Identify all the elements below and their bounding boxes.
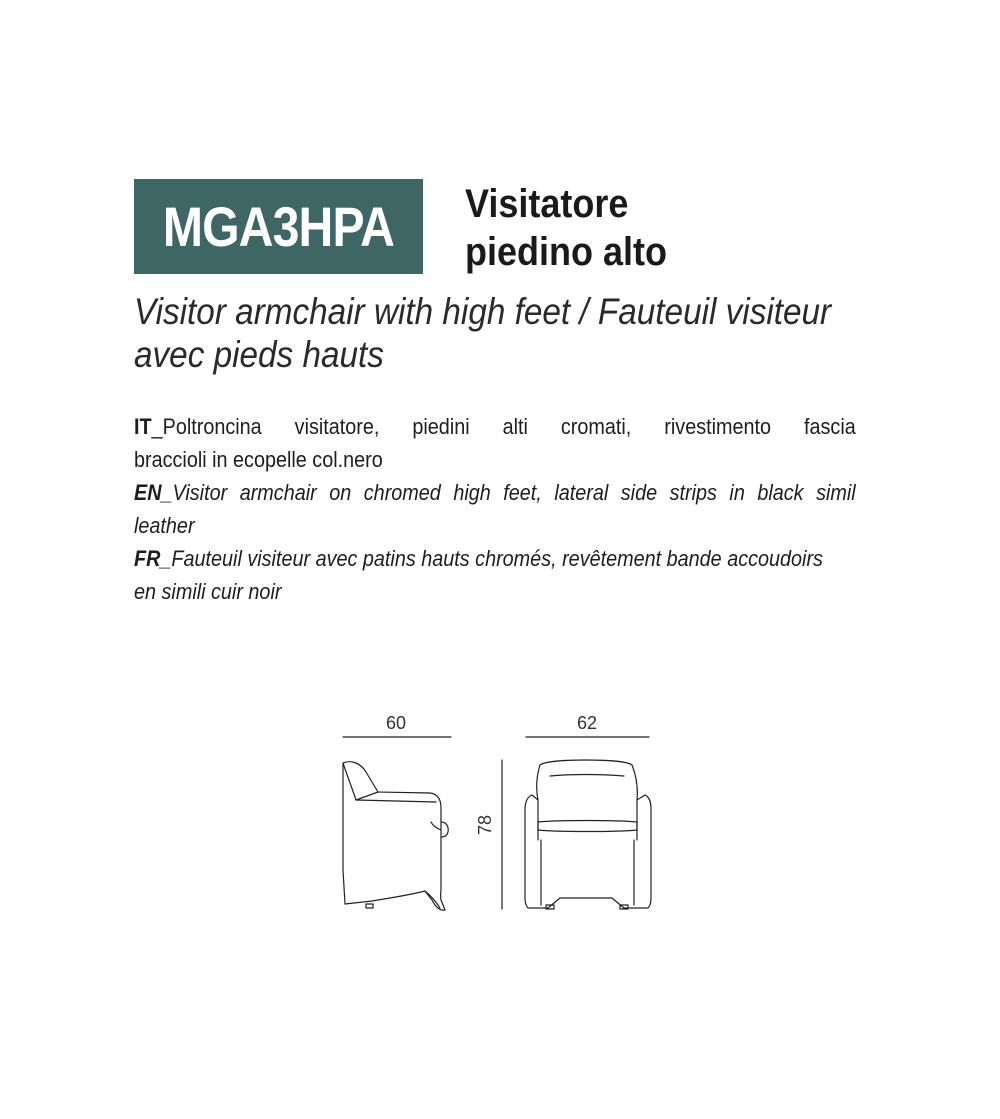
description-en-first-word: EN_Visitor (134, 480, 228, 505)
description-fr-line-1: FR_Fauteuil visiteur avec patins hauts chromés, revêtement bande accoudoirs (134, 546, 823, 571)
product-code-badge (134, 179, 423, 274)
dimension-height-label: 78 (475, 814, 495, 835)
desc-word: feet, (503, 480, 542, 505)
desc-word: in (729, 480, 745, 505)
product-description (134, 410, 854, 608)
desc-word: armchair (239, 480, 317, 505)
description-en-line-1 (134, 476, 856, 509)
description-it-first-word: IT_Poltroncina (134, 414, 262, 439)
chair-side-view (343, 762, 448, 910)
description-en-line-2: leather (134, 513, 195, 538)
desc-word: black (757, 480, 804, 505)
desc-word: piedini (412, 414, 470, 439)
chair-technical-drawing (330, 735, 670, 920)
desc-word: high (453, 480, 491, 505)
subtitle-line-2: avec pieds hauts (134, 334, 384, 375)
title-line-1: Visitatore (465, 182, 629, 226)
product-code: MGA3HPA (162, 194, 395, 258)
lang-prefix-fr: FR (134, 546, 161, 571)
desc-word: visitatore, (294, 414, 380, 439)
desc-word: side (620, 480, 658, 505)
desc-word: fascia (804, 414, 856, 439)
lang-prefix-en: EN (134, 480, 162, 505)
description-it-line-1 (134, 410, 856, 443)
subtitle-line-1: Visitor armchair with high feet / Fauteuil visiteur (134, 291, 832, 332)
product-subtitle (134, 290, 832, 376)
desc-word: cromati, (560, 414, 632, 439)
description-it-line-2: braccioli in ecopelle col.nero (134, 447, 383, 472)
desc-word: lateral (554, 480, 609, 505)
dimension-width-label: 62 (577, 713, 598, 733)
desc-word: chromed (363, 480, 441, 505)
dimension-depth-label: 60 (386, 713, 407, 733)
lang-prefix-it: IT (134, 414, 152, 439)
desc-word: alti (502, 414, 528, 439)
desc-word: on (329, 480, 352, 505)
desc-word: strips (669, 480, 717, 505)
product-title-italian (465, 180, 789, 276)
desc-word: rivestimento (664, 414, 772, 439)
chair-front-view (525, 760, 651, 909)
title-line-2: piedino alto (465, 230, 667, 274)
desc-word: simil (816, 480, 856, 505)
description-fr-line-2: en simili cuir noir (134, 579, 282, 604)
